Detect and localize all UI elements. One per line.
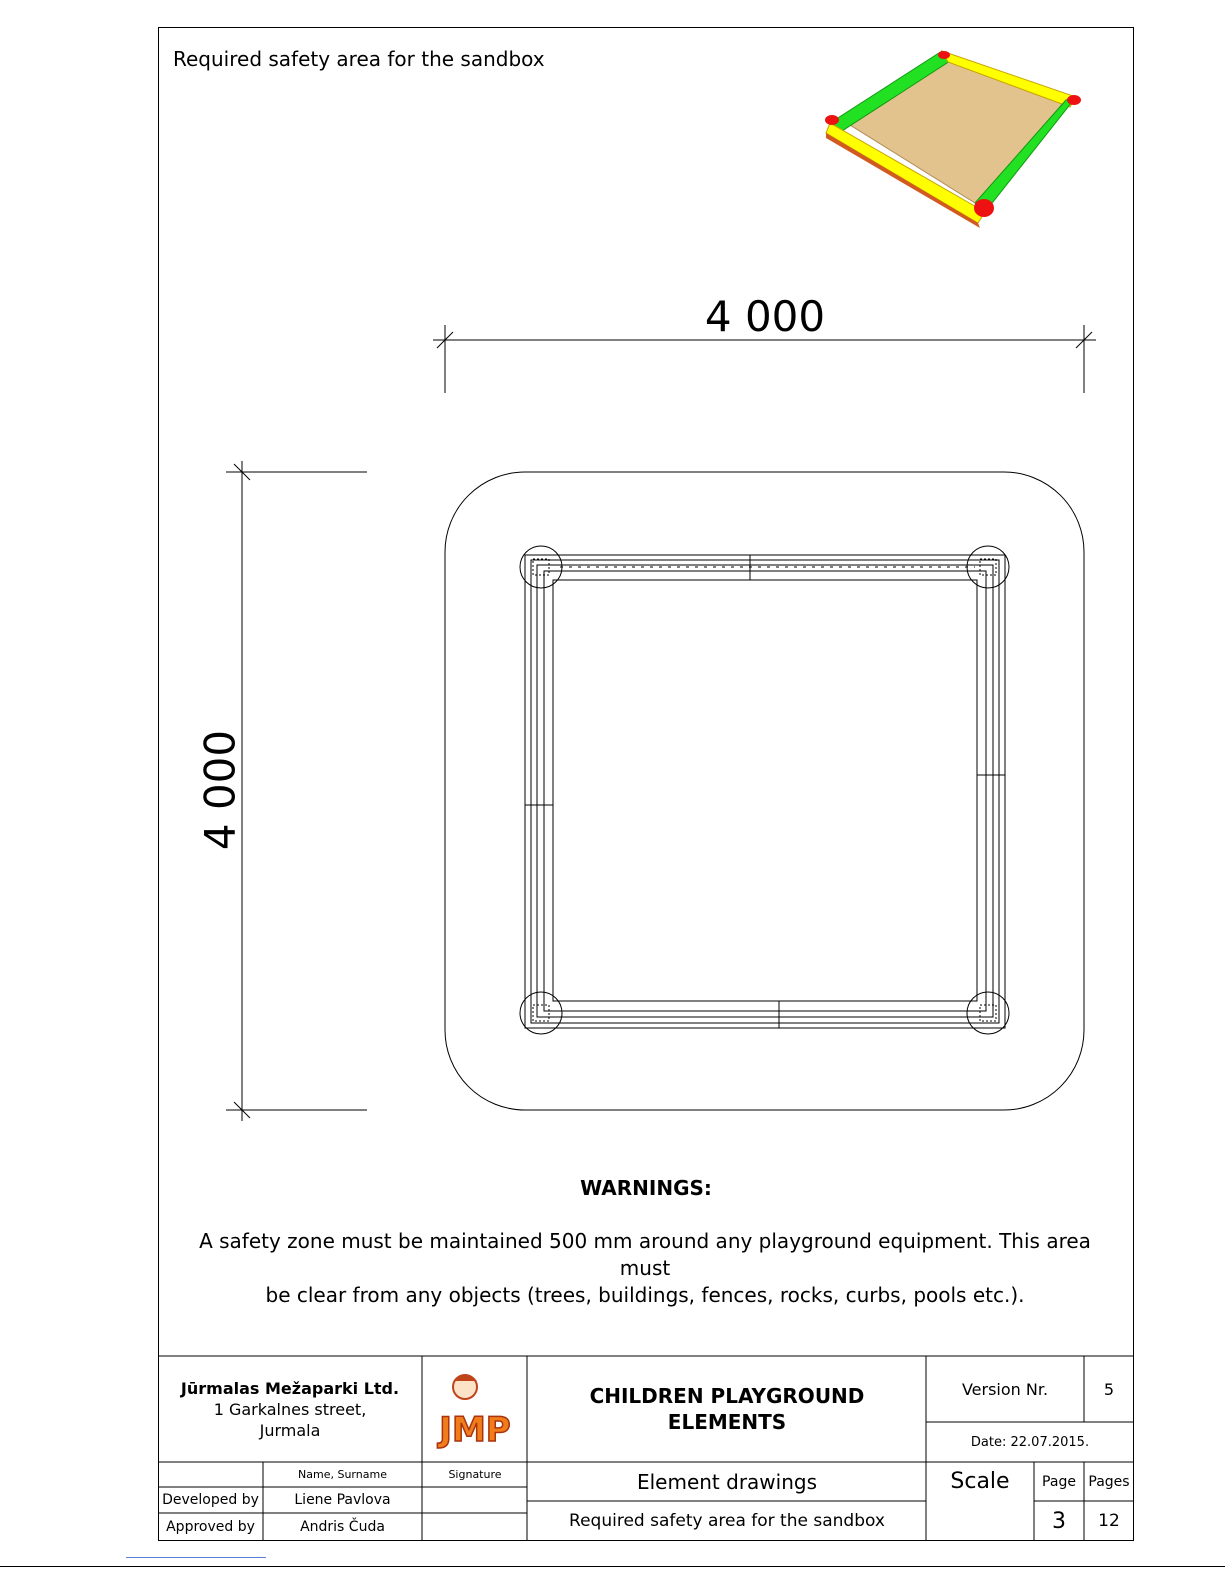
company-logo: [422, 1356, 528, 1462]
pages-label: Pages: [1088, 1473, 1130, 1490]
product-title: [528, 1356, 926, 1462]
developed-by-name: Liene Pavlova: [294, 1492, 391, 1508]
jmp-logo-icon: [427, 1369, 523, 1449]
product-title-line1: CHILDREN PLAYGROUND: [589, 1384, 865, 1408]
section-title: Element drawings: [636, 1469, 818, 1494]
approved-by-name: Andris Čuda: [300, 1519, 385, 1535]
page-value: 3: [1052, 1508, 1066, 1534]
safety-area-outline: [445, 472, 1084, 1110]
product-title-line2: ELEMENTS: [667, 1410, 787, 1434]
warnings-text-line1: A safety zone must be maintained 500 mm around any playground equipment. This area must: [199, 1229, 1091, 1280]
drawing-subtitle: Required safety area for the sandbox: [173, 47, 545, 71]
page-label: Page: [1042, 1473, 1076, 1490]
company-info: [158, 1356, 422, 1462]
version-value: 5: [1103, 1379, 1115, 1399]
warnings-title: WARNINGS:: [580, 1176, 712, 1200]
column-name-surname: Name, Surname: [298, 1468, 387, 1481]
pages-value: 12: [1098, 1511, 1120, 1531]
page-bottom-rule: [0, 1566, 1225, 1567]
logo-text: JMP: [439, 1410, 511, 1449]
developed-by-label: Developed by: [162, 1492, 259, 1508]
corner-post-circle-tl: [520, 546, 562, 588]
scale-label: Scale: [950, 1469, 1010, 1494]
approved-by-label: Approved by: [166, 1519, 255, 1535]
warnings-text-line2: be clear from any objects (trees, buildings, fences, rocks, curbs, pools etc.).: [265, 1283, 1025, 1307]
corner-post-circle-tr: [967, 546, 1009, 588]
company-address-line1: 1 Garkalnes street,: [213, 1399, 367, 1419]
link-underline: [126, 1557, 266, 1558]
version-label: Version Nr.: [961, 1379, 1049, 1399]
column-signature: Signature: [448, 1468, 502, 1481]
dimension-height-label: 4 000: [195, 729, 245, 851]
date-label: Date: 22.07.2015.: [970, 1434, 1090, 1450]
title-block: [158, 1356, 1134, 1541]
warnings-text: [185, 1228, 1105, 1309]
sheet-title: Required safety area for the sandbox: [569, 1511, 885, 1531]
company-name: Jūrmalas Mežaparki Ltd.: [180, 1378, 400, 1398]
company-address-line2: Jurmala: [259, 1420, 321, 1440]
dimension-width-label: 4 000: [704, 292, 826, 341]
